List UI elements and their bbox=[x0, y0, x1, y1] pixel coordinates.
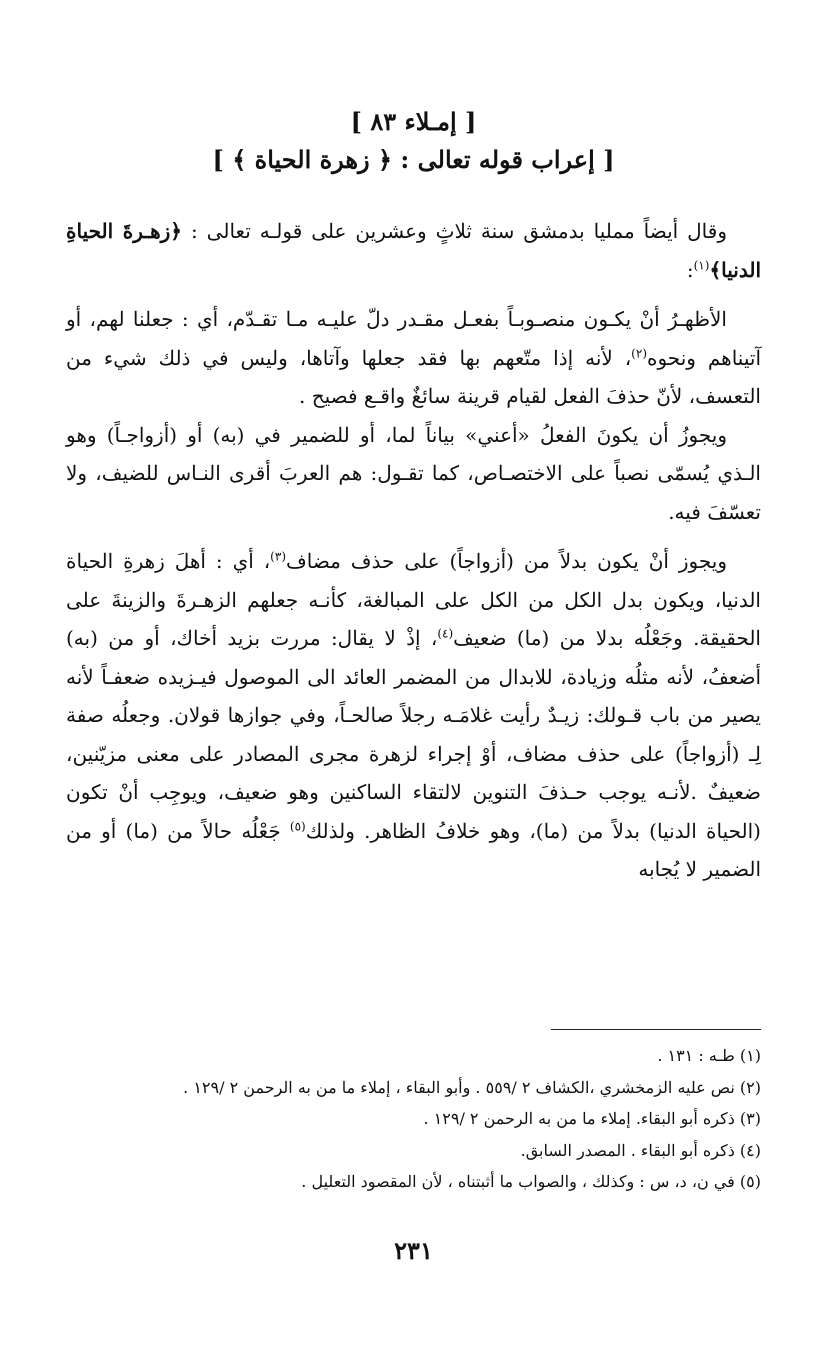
footnote-2: (٢) نص عليه الزمخشري ،الكشاف ٢ /٥٥٩ . وأبو البقاء ، إملاء ما من به الرحمن ٢ /١٢٩ . bbox=[183, 1077, 761, 1097]
dictation-heading bbox=[66, 103, 761, 179]
footnote-ref-3[interactable]: (٣) bbox=[270, 549, 286, 564]
analysis-paragraph-2 bbox=[66, 416, 761, 532]
footnote-3: (٣) ذكره أبو البقاء. إملاء ما من به الرحمن ٢ /١٢٩ . bbox=[423, 1109, 761, 1128]
analysis-text-3a: ويجوز أنْ يكون بدلاً من (أزواجاً) على حذف مضاف bbox=[286, 549, 727, 573]
footnote-separator bbox=[551, 1029, 761, 1030]
footnote-ref-4[interactable]: (٤) bbox=[437, 626, 454, 641]
footnote-ref-5[interactable]: (٥) bbox=[289, 818, 306, 833]
dictation-subject-title: [ إعراب قوله تعالى : ﴿ زهرة الحياة ﴾ ] bbox=[212, 145, 615, 174]
analysis-paragraph-1 bbox=[66, 300, 761, 416]
footnotes bbox=[66, 1040, 761, 1198]
analysis-text-3d: جَعْلُه حالاً من (ما) أو من الضمير لا يُجابه bbox=[66, 818, 761, 881]
analysis-text-3b: ، أي : أهلَ زهرةِ الحياة الدنيا، ويكون بدل الكل من الكل على المبالغة، كأنـه جعلهم الزهـرةَ والزينةَ على الحقيقة. وجَعْلُه بدلا من (ما) ضعيف bbox=[66, 549, 761, 650]
page-number: ٢٣١ bbox=[394, 1236, 433, 1265]
footnote-1: (١) طـه : ١٣١ . bbox=[657, 1046, 761, 1065]
intro-colon: : bbox=[686, 257, 694, 282]
analysis-text-3c: ، إذْ لا يقال: مررت بزيد أخاك، أو من (به) أضعفُ، لأنه مثلُه وزيادة، للابدال من المضمر العائد الى الموصول فيـزيده ضعفـاً لأنه يصير من باب قـولك: زيـدٌ رأيت غلامَـه رجلاً صالحـاً، وفي جوازها قولان. وجعلُه صفة لِـ (أزواجاً) على حذف مضاف، أوْ إجراء لزهرة مجرى المصادر على معنى مزيّنين، ضعيفٌ .لأنـه يوجب حـذفَ التنوين لالتقاء الساكنين وهو ضعيف، ويوجِب أنْ تكون (الحياة الدنيا) بدلاً من (ما)، وهو خلافُ الظاهر. ولذلك bbox=[66, 626, 761, 843]
main-text bbox=[66, 212, 761, 889]
intro-paragraph bbox=[66, 212, 761, 289]
document-page bbox=[66, 0, 761, 1346]
footnote-4: (٤) ذكره أبو البقاء . المصدر السابق. bbox=[520, 1140, 761, 1160]
intro-text: وقال أيضاً ممليا بدمشق سنة ثلاثٍ وعشرين على قولـه تعالى : bbox=[182, 219, 727, 243]
footnote-5: (٥) في ن، د، س : وكذلك ، والصواب ما أثبتناه ، لأن المقصود التعليل . bbox=[301, 1172, 761, 1191]
analysis-text-1a: الأظهـرُ أنْ يكـون منصـوبـاً بفعـل مقـدر دلّ عليـه مـا تقـدّم، أي : جعلنا لهم، أو آتيناهم ونحوه bbox=[66, 307, 762, 370]
analysis-text-2: ويجوزُ أن يكونَ الفعلُ «أعني» بياناً لما، أو للضمير في (به) أو (أزواجـاً) وهو الـذي يُسمّى نصباً على الاختصـاص، كما تقـول: هم العربَ أقرى النـاس للضيف، ولا تعسّفَ فيه. bbox=[66, 422, 761, 524]
analysis-paragraph-3 bbox=[66, 542, 761, 889]
footnote-ref-1[interactable]: (١) bbox=[693, 257, 710, 272]
dictation-number-title: [ إمـلاء ٨٣ ] bbox=[350, 107, 477, 136]
quran-verse: ﴿زهـرةَ الحياةِ الدنيا﴾ bbox=[66, 219, 761, 282]
footnote-ref-2[interactable]: (٢) bbox=[631, 345, 647, 360]
analysis-text-1b: ، لأنه إذا متّعهم بها فقد جعلها وآتاها، وليس في ذلك شيء من التعسف، لأنّ حذفَ الفعل لقيام قرينة سائغٌ واقـع فصيح . bbox=[66, 345, 761, 408]
